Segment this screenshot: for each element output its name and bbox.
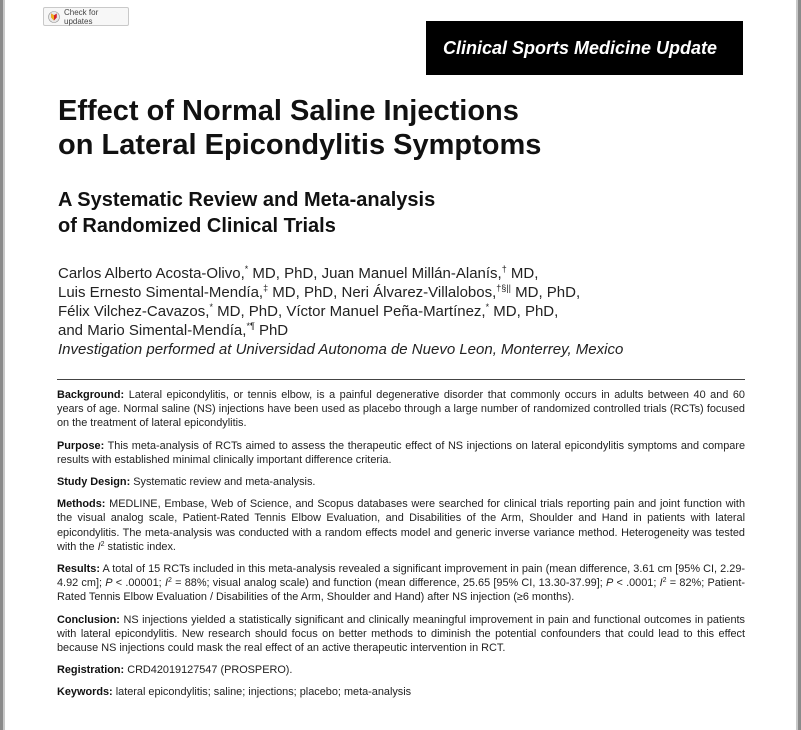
abstract [57, 379, 745, 708]
abstract-registration [57, 663, 745, 677]
section-text: = 82%; Patient-Rated Tennis Elbow Evaluation / Disabilities of the Arm, Shoulder and Hand) after NS injection (≥6 months). [57, 577, 745, 604]
subtitle-line-2: of Randomized Clinical Trials [58, 215, 336, 237]
author-name: Víctor Manuel Peña-Martínez, [286, 303, 486, 320]
stat-symbol: I [659, 577, 663, 590]
author-marker: * [485, 302, 490, 312]
abstract-study-design [57, 475, 745, 489]
superscript: 2 [662, 577, 667, 585]
author-name: Neri Álvarez-Villalobos, [341, 284, 497, 301]
stat-symbol: I [97, 540, 101, 553]
author-marker: * [244, 264, 249, 274]
section-text: This meta-analysis of RCTs aimed to assess the therapeutic effect of NS injections on lateral epicondylitis symptoms and compare results with established minimal clinically important difference criteria. [57, 439, 745, 466]
section-banner [426, 21, 743, 75]
section-text: Systematic review and meta-analysis. [130, 476, 316, 489]
section-label: Conclusion: [57, 613, 120, 626]
subtitle-line-1: A Systematic Review and Meta-analysis [58, 189, 436, 211]
check-for-updates-label: Check for updates [64, 7, 99, 26]
article-title [58, 94, 678, 162]
section-text: Lateral epicondylitis, or tennis elbow, is a painful degenerative disorder that commonly occurs in adults between 40 and 60 years of age. Normal saline (NS) injections have been used as placebo through a large number of randomized controlled trials (RCTs) focused on the treatment of lateral epicondylitis. [57, 389, 745, 430]
section-text: = 88%; visual analog scale) and function (mean difference, 25.65 [95% CI, 13.30-37.99]; [171, 577, 606, 590]
section-banner-text: Clinical Sports Medicine Update [443, 37, 718, 58]
abstract-keywords [57, 685, 745, 699]
author-degree: MD, PhD, [510, 284, 581, 301]
superscript: 2 [167, 577, 172, 585]
page-edge-left-inner [3, 0, 5, 730]
section-text: < .0001; [613, 577, 660, 590]
author-name: and Mario Simental-Mendía, [58, 322, 247, 339]
title-line-1: Effect of Normal Saline Injections [58, 95, 519, 127]
section-text: < .00001; [112, 577, 165, 590]
section-text: MEDLINE, Embase, Web of Science, and Scopus databases were searched for clinical trials reporting pain and joint function with the visual analog scale, Patient-Rated Tennis Elbow Evaluation, and Disabilities of the Arm, Shoulder and Hand in patients with lateral epicondylitis. The meta-analysis was conducted with a random effects model and generic inverse variance method. Heterogeneity was tested with the [57, 498, 745, 553]
author-name: Luis Ernesto Simental-Mendía, [58, 284, 264, 301]
author-degree: MD, PhD, [268, 284, 342, 301]
section-label: Registration: [57, 664, 125, 677]
section-text: NS injections yielded a statistically significant and clinically meaningful improvement in pain and functional outcomes in patients with lateral epicondylitis. New research should focus on better methods to diminish the potential confounders that could lead to this effect because NS injections could mask the real effect of an active therapeutic intervention in RCT. [57, 613, 745, 655]
stat-symbol: P [606, 577, 614, 590]
article-subtitle [58, 187, 618, 239]
stat-symbol: I [164, 577, 168, 590]
section-label: Background: [57, 389, 125, 401]
author-degree: MD, PhD, [248, 265, 322, 282]
author-marker: * [209, 302, 213, 312]
page-edge-right-inner [796, 0, 798, 730]
abstract-results [57, 562, 745, 605]
title-line-2: on Lateral Epicondylitis Symptoms [58, 129, 542, 161]
abstract-background [57, 388, 745, 431]
author-marker: †§|| [496, 283, 511, 293]
section-label: Keywords: [57, 686, 113, 699]
author-degree: MD, PhD, [212, 303, 287, 320]
author-name: Juan Manuel Millán-Alanís, [321, 265, 502, 282]
crossmark-icon [48, 11, 60, 23]
section-text: CRD42019127547 (PROSPERO). [124, 664, 293, 677]
superscript: 2 [100, 540, 105, 548]
abstract-purpose [57, 439, 745, 467]
abstract-conclusion [57, 613, 745, 656]
author-marker: † [501, 264, 507, 274]
section-text: lateral epicondylitis; saline; injections; placebo; meta-analysis [112, 686, 412, 699]
section-label: Study Design: [57, 476, 131, 489]
author-degree: MD, [506, 265, 539, 282]
section-text: statistic index. [104, 540, 176, 553]
author-degree: MD, PhD, [489, 303, 559, 320]
author-marker: *¶ [246, 321, 255, 331]
stat-symbol: P [105, 577, 113, 590]
section-text: A total of 15 RCTs included in this meta-analysis revealed a significant improvement in pain (mean difference, 3.61 cm [95% CI, 2.29-4.92 cm]; [57, 563, 745, 590]
section-label: Methods: [57, 498, 106, 511]
author-list [58, 264, 738, 359]
author-degree: PhD [254, 322, 289, 339]
abstract-methods [57, 497, 745, 554]
affiliation: Investigation performed at Universidad Autonoma de Nuevo Leon, Monterrey, Mexico [58, 341, 624, 358]
section-label: Purpose: [57, 439, 105, 452]
author-marker: ‡ [263, 283, 269, 293]
section-label: Results: [57, 563, 100, 576]
check-for-updates-button[interactable] [43, 7, 129, 26]
author-name: Carlos Alberto Acosta-Olivo, [58, 265, 245, 282]
author-name: Félix Vilchez-Cavazos, [58, 303, 210, 320]
